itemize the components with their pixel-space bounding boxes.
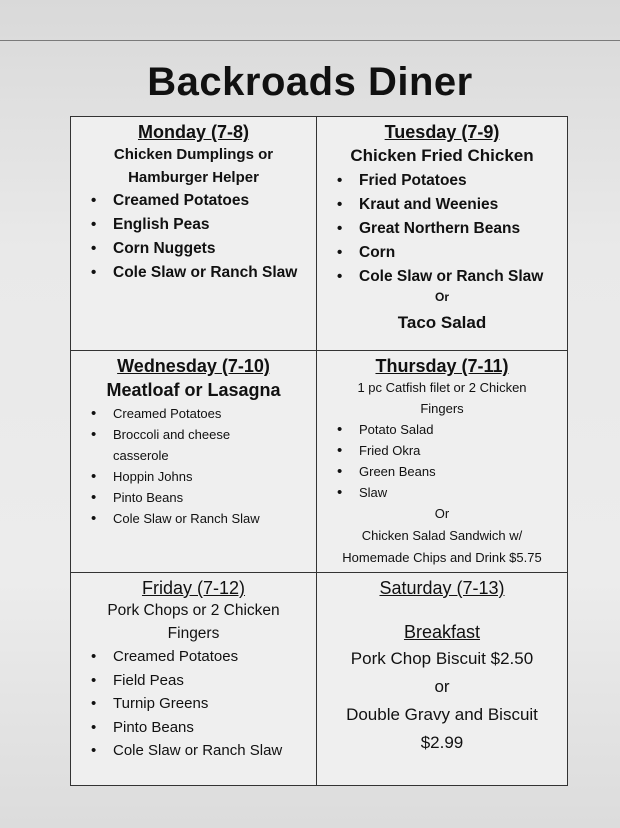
- menu-cell-wednesday: [71, 351, 317, 573]
- side-list-friday: [79, 645, 308, 763]
- day-heading-wednesday: Wednesday (7-10): [117, 356, 270, 376]
- menu-item-line: Pork Chop Biscuit $2.50: [350, 649, 534, 668]
- entree-line: Chicken Fried Chicken: [350, 146, 534, 165]
- list-item: • Field Peas: [113, 669, 308, 693]
- side-list-monday: [79, 189, 308, 285]
- or-separator: or: [434, 677, 450, 696]
- breakfast-heading: Breakfast: [403, 622, 481, 642]
- page-title: Backroads Diner: [147, 60, 473, 104]
- menu-cell-saturday: [317, 573, 567, 785]
- menu-cell-tuesday: [317, 117, 567, 351]
- menu-cell-thursday: [317, 351, 567, 573]
- entree-line: Fingers: [167, 625, 220, 642]
- menu-cell-monday: [71, 117, 317, 351]
- or-separator: Or: [434, 290, 449, 304]
- entree-line: Meatloaf or Lasagna: [106, 380, 281, 400]
- list-item: • Cole Slaw or Ranch Slaw: [113, 508, 308, 529]
- list-item: • Corn: [359, 241, 559, 265]
- list-item: • Fried Potatoes: [359, 169, 559, 193]
- or-separator: Or: [434, 506, 450, 521]
- entree-line: 1 pc Catfish filet or 2 Chicken: [357, 380, 527, 395]
- menu-item-line: Double Gravy and Biscuit: [346, 705, 538, 724]
- entree-line: Pork Chops or 2 Chicken: [107, 602, 280, 619]
- list-item: • Pinto Beans: [113, 487, 308, 508]
- alternate-entree: Taco Salad: [397, 313, 487, 332]
- list-item: • Slaw: [359, 482, 559, 503]
- weekly-menu-table: [70, 116, 568, 786]
- list-item: • Corn Nuggets: [113, 237, 308, 261]
- side-list-wednesday: [79, 403, 308, 529]
- day-heading-thursday: Thursday (7-11): [375, 356, 509, 376]
- alternate-entree-line: Chicken Salad Sandwich w/: [361, 528, 523, 543]
- list-item: • Cole Slaw or Ranch Slaw: [113, 261, 308, 285]
- list-item: • Potato Salad: [359, 419, 559, 440]
- list-item: • Creamed Potatoes: [113, 403, 308, 424]
- side-list-tuesday: [325, 169, 559, 289]
- entree-line: Fingers: [420, 401, 464, 416]
- list-item: • Hoppin Johns: [113, 466, 308, 487]
- list-item: • Pinto Beans: [113, 716, 308, 740]
- alternate-entree-line: Homemade Chips and Drink $5.75: [342, 550, 542, 565]
- list-item: • Kraut and Weenies: [359, 193, 559, 217]
- day-heading-tuesday: Tuesday (7-9): [384, 122, 500, 142]
- day-heading-saturday: Saturday (7-13): [379, 578, 505, 598]
- list-item: • Turnip Greens: [113, 692, 308, 716]
- day-heading-monday: Monday (7-8): [137, 122, 249, 142]
- list-item: • Broccoli and cheese casserole: [113, 424, 263, 466]
- list-item: • Green Beans: [359, 461, 559, 482]
- list-item: • Great Northern Beans: [359, 217, 559, 241]
- list-item: • Creamed Potatoes: [113, 189, 308, 213]
- list-item: • Cole Slaw or Ranch Slaw: [113, 739, 308, 763]
- list-item: • Fried Okra: [359, 440, 559, 461]
- monitor-edge-line: [0, 40, 620, 41]
- list-item: • English Peas: [113, 213, 308, 237]
- day-heading-friday: Friday (7-12): [141, 578, 246, 598]
- menu-cell-friday: [71, 573, 317, 785]
- list-item: • Creamed Potatoes: [113, 645, 308, 669]
- entree-line: Hamburger Helper: [128, 169, 259, 186]
- entree-line: Chicken Dumplings or: [113, 146, 274, 163]
- side-list-thursday: [325, 419, 559, 503]
- list-item: • Cole Slaw or Ranch Slaw: [359, 265, 559, 289]
- price-line: $2.99: [420, 733, 464, 752]
